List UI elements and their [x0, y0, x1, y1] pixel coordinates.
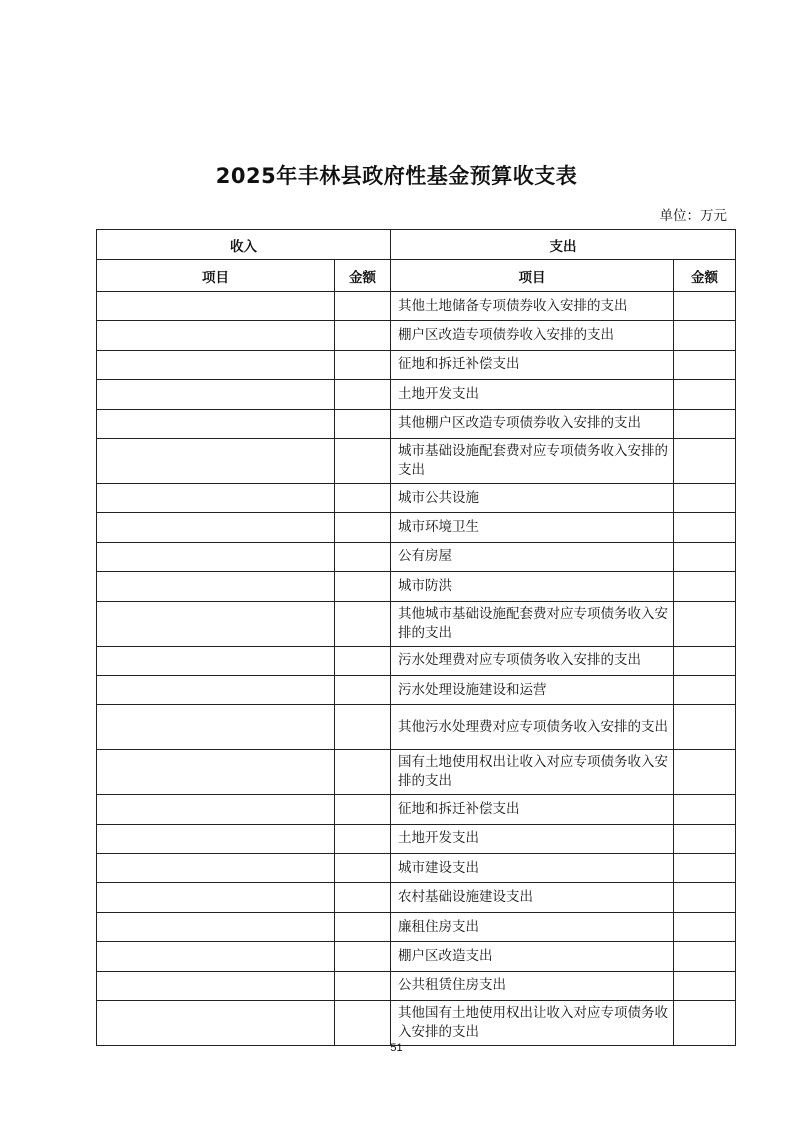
expenditure-amount-header: 金额: [674, 260, 736, 292]
table-row: [97, 912, 736, 941]
income-item-cell: [97, 883, 335, 912]
expenditure-item-cell: 城市环境卫生: [391, 513, 674, 542]
table-row: [97, 483, 736, 512]
income-item-cell: [97, 409, 335, 438]
income-amount-cell: [335, 883, 391, 912]
income-amount-cell: [335, 942, 391, 971]
table-row: [97, 601, 736, 646]
page-number: 51: [390, 1042, 403, 1054]
expenditure-item-cell: 征地和拆迁补偿支出: [391, 350, 674, 379]
table-row: [97, 380, 736, 409]
income-amount-cell: [335, 795, 391, 824]
expenditure-item-cell: 农村基础设施建设支出: [391, 883, 674, 912]
income-amount-cell: [335, 971, 391, 1000]
expenditure-amount-cell: [674, 971, 736, 1000]
table-row: [97, 292, 736, 321]
income-item-cell: [97, 750, 335, 795]
income-amount-cell: [335, 572, 391, 601]
page-title: 2025年丰林县政府性基金预算收支表: [215, 164, 578, 188]
expenditure-item-cell: 土地开发支出: [391, 824, 674, 853]
expenditure-item-cell: 棚户区改造专项债券收入安排的支出: [391, 321, 674, 350]
income-amount-cell: [335, 646, 391, 675]
income-item-cell: [97, 513, 335, 542]
expenditure-amount-cell: [674, 646, 736, 675]
expenditure-amount-cell: [674, 705, 736, 750]
expenditure-amount-cell: [674, 750, 736, 795]
income-amount-cell: [335, 380, 391, 409]
income-item-cell: [97, 601, 335, 646]
income-item-cell: [97, 542, 335, 571]
expenditure-amount-cell: [674, 513, 736, 542]
expenditure-item-cell: 其他棚户区改造专项债券收入安排的支出: [391, 409, 674, 438]
income-amount-cell: [335, 483, 391, 512]
income-item-cell: [97, 1001, 335, 1046]
expenditure-amount-cell: [674, 542, 736, 571]
expenditure-amount-cell: [674, 380, 736, 409]
income-amount-cell: [335, 438, 391, 483]
income-header: 收入: [97, 230, 391, 260]
table-row: [97, 350, 736, 379]
income-item-cell: [97, 438, 335, 483]
expenditure-item-cell: 城市公共设施: [391, 483, 674, 512]
income-item-cell: [97, 321, 335, 350]
income-amount-cell: [335, 542, 391, 571]
expenditure-item-cell: 其他污水处理费对应专项债务收入安排的支出: [391, 705, 674, 750]
table-body: [97, 292, 736, 1046]
income-amount-cell: [335, 513, 391, 542]
expenditure-item-cell: 城市基础设施配套费对应专项债务收入安排的支出: [391, 438, 674, 483]
expenditure-amount-cell: [674, 795, 736, 824]
table-row: [97, 1001, 736, 1046]
expenditure-amount-cell: [674, 350, 736, 379]
table-row: [97, 854, 736, 883]
expenditure-item-cell: 其他城市基础设施配套费对应专项债务收入安排的支出: [391, 601, 674, 646]
expenditure-item-cell: 污水处理设施建设和运营: [391, 675, 674, 704]
income-amount-cell: [335, 409, 391, 438]
income-amount-cell: [335, 1001, 391, 1046]
expenditure-item-cell: 污水处理费对应专项债务收入安排的支出: [391, 646, 674, 675]
expenditure-amount-cell: [674, 409, 736, 438]
income-amount-header: 金额: [335, 260, 391, 292]
expenditure-item-cell: 其他土地储备专项债券收入安排的支出: [391, 292, 674, 321]
income-item-cell: [97, 971, 335, 1000]
table-row: [97, 513, 736, 542]
expenditure-amount-cell: [674, 321, 736, 350]
table-row: [97, 646, 736, 675]
income-amount-cell: [335, 321, 391, 350]
income-item-cell: [97, 292, 335, 321]
income-item-cell: [97, 824, 335, 853]
table-row: [97, 572, 736, 601]
table-row: [97, 542, 736, 571]
expenditure-amount-cell: [674, 601, 736, 646]
expenditure-item-cell: 其他国有土地使用权出让收入对应专项债务收入安排的支出: [391, 1001, 674, 1046]
table-row: [97, 675, 736, 704]
table-row: [97, 971, 736, 1000]
income-item-header: 项目: [97, 260, 335, 292]
income-amount-cell: [335, 824, 391, 853]
income-amount-cell: [335, 750, 391, 795]
expenditure-item-cell: 廉租住房支出: [391, 912, 674, 941]
expenditure-amount-cell: [674, 438, 736, 483]
expenditure-amount-cell: [674, 675, 736, 704]
table-row: [97, 795, 736, 824]
expenditure-item-cell: 棚户区改造支出: [391, 942, 674, 971]
income-item-cell: [97, 795, 335, 824]
income-item-cell: [97, 572, 335, 601]
table-row: [97, 942, 736, 971]
table-row: [97, 824, 736, 853]
income-amount-cell: [335, 601, 391, 646]
table-row: [97, 409, 736, 438]
table-row: [97, 438, 736, 483]
income-item-cell: [97, 380, 335, 409]
expenditure-amount-cell: [674, 942, 736, 971]
expenditure-item-header: 项目: [391, 260, 674, 292]
expenditure-amount-cell: [674, 854, 736, 883]
expenditure-item-cell: 国有土地使用权出让收入对应专项债务收入安排的支出: [391, 750, 674, 795]
income-amount-cell: [335, 912, 391, 941]
income-item-cell: [97, 675, 335, 704]
table-row: [97, 705, 736, 750]
income-amount-cell: [335, 292, 391, 321]
table-row: [97, 750, 736, 795]
income-item-cell: [97, 350, 335, 379]
budget-table: [96, 229, 736, 1046]
expenditure-amount-cell: [674, 572, 736, 601]
table-row: [97, 321, 736, 350]
expenditure-item-cell: 征地和拆迁补偿支出: [391, 795, 674, 824]
income-item-cell: [97, 854, 335, 883]
income-item-cell: [97, 705, 335, 750]
unit-label: 单位：万元: [659, 208, 727, 224]
expenditure-amount-cell: [674, 912, 736, 941]
expenditure-item-cell: 土地开发支出: [391, 380, 674, 409]
expenditure-amount-cell: [674, 824, 736, 853]
expenditure-amount-cell: [674, 483, 736, 512]
expenditure-amount-cell: [674, 1001, 736, 1046]
expenditure-item-cell: 公共租赁住房支出: [391, 971, 674, 1000]
income-item-cell: [97, 912, 335, 941]
expenditure-header: 支出: [391, 230, 736, 260]
income-amount-cell: [335, 675, 391, 704]
expenditure-amount-cell: [674, 292, 736, 321]
income-item-cell: [97, 483, 335, 512]
expenditure-item-cell: 公有房屋: [391, 542, 674, 571]
expenditure-item-cell: 城市防洪: [391, 572, 674, 601]
income-item-cell: [97, 646, 335, 675]
expenditure-item-cell: 城市建设支出: [391, 854, 674, 883]
income-amount-cell: [335, 854, 391, 883]
income-item-cell: [97, 942, 335, 971]
table-row: [97, 883, 736, 912]
income-amount-cell: [335, 350, 391, 379]
income-amount-cell: [335, 705, 391, 750]
expenditure-amount-cell: [674, 883, 736, 912]
